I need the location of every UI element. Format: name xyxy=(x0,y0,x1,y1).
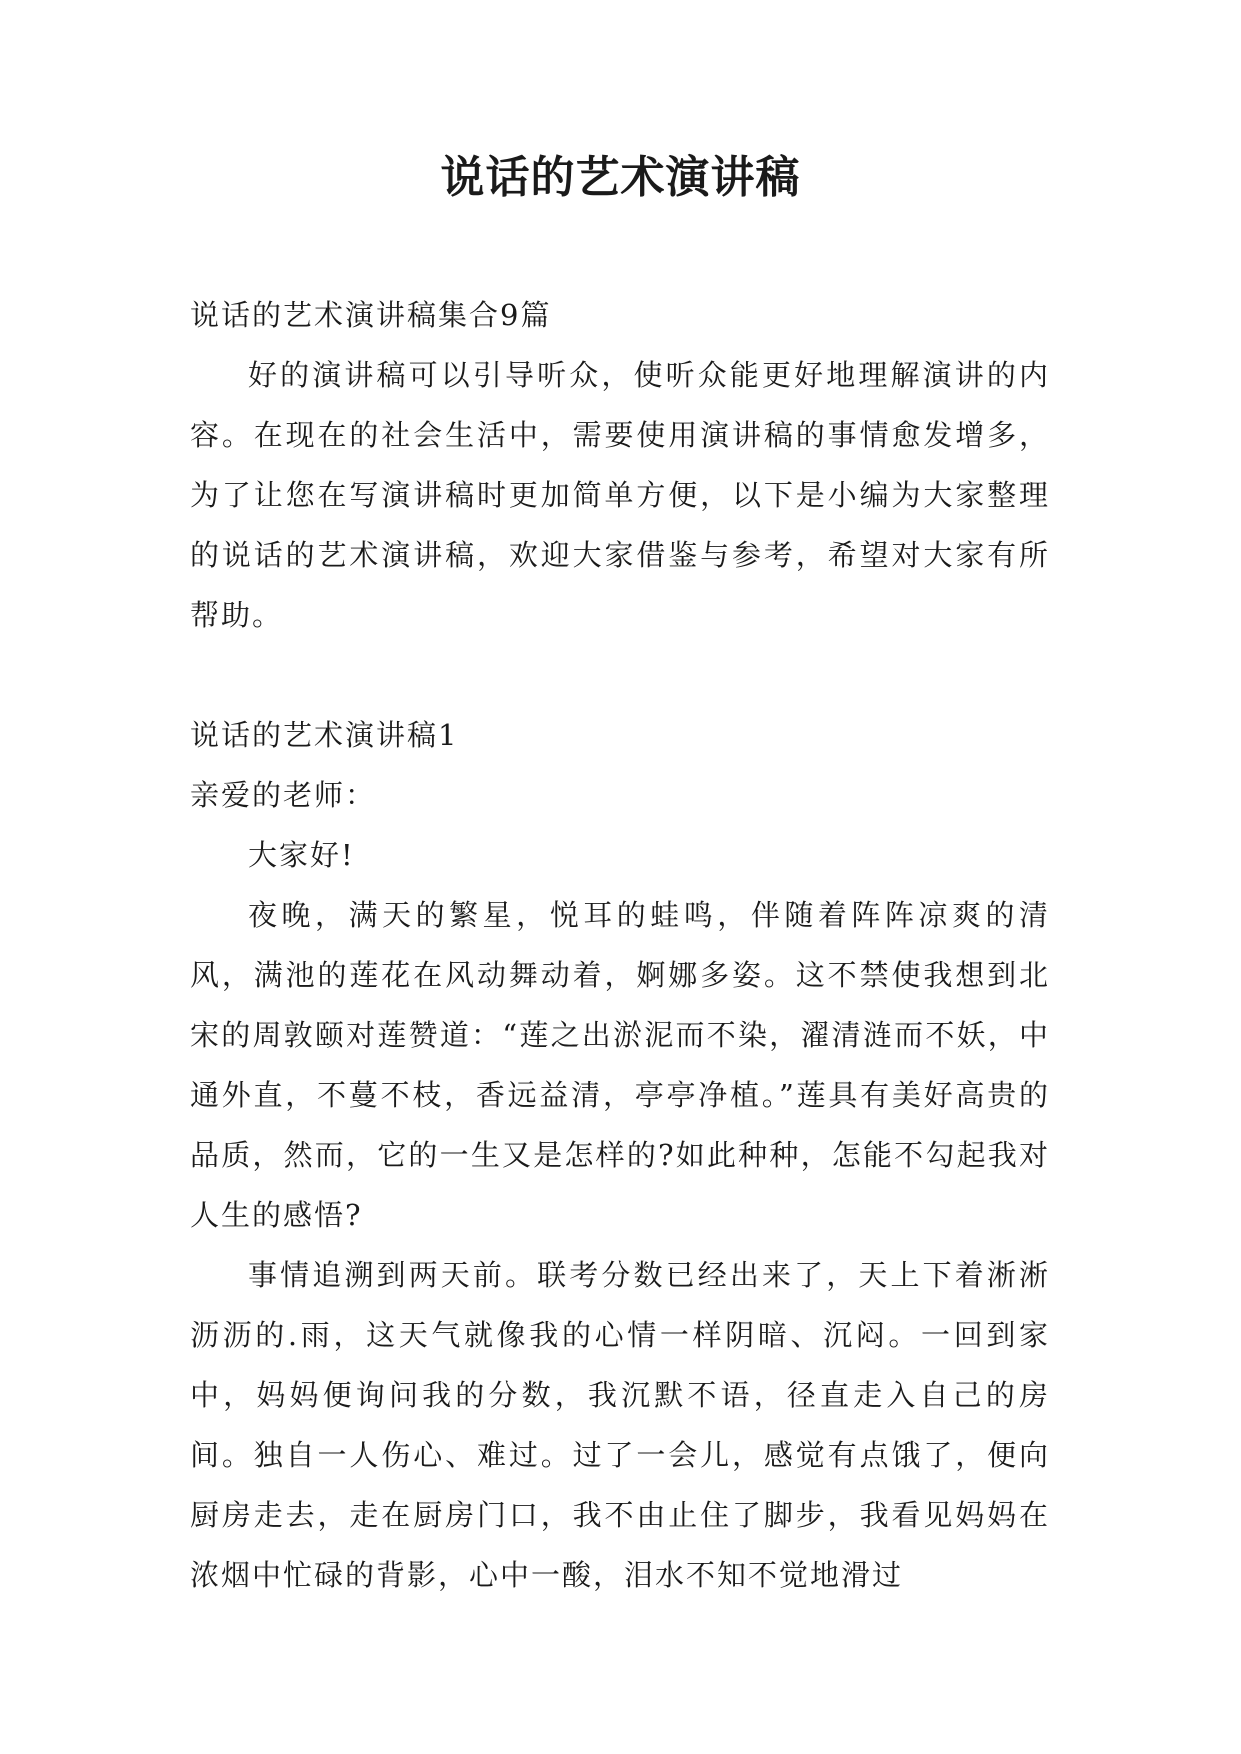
intro-paragraph: 好的演讲稿可以引导听众，使听众能更好地理解演讲的内容。在现在的社会生活中，需要使用演讲稿的事情愈发增多，为了让您在写演讲稿时更加简单方便，以下是小编为大家整理的说话的艺术演讲稿，欢迎大家借鉴与参考，希望对大家有所帮助。 xyxy=(190,358,1050,632)
salutation: 亲爱的老师： xyxy=(190,778,377,812)
section-spacer xyxy=(190,645,1050,705)
document-body xyxy=(190,285,1050,1605)
document-title: 说话的艺术演讲稿 xyxy=(440,152,801,203)
body-paragraph: 夜晚，满天的繁星，悦耳的蛙鸣，伴随着阵阵凉爽的清风，满池的莲花在风动舞动着，婀娜多姿。这不禁使我想到北宋的周敦颐对莲赞道：“莲之出淤泥而不染，濯清涟而不妖，中通外直，不蔓不枝，香远益清，亭亭净植。”莲具有美好高贵的品质，然而，它的一生又是怎样的?如此种种，怎能不勾起我对人生的感悟? xyxy=(190,898,1050,1232)
body-paragraph: 事情追溯到两天前。联考分数已经出来了，天上下着淅淅沥沥的.雨，这天气就像我的心情一样阴暗、沉闷。一回到家中，妈妈便询问我的分数，我沉默不语，径直走入自己的房间。独自一人伤心、难过。过了一会儿，感觉有点饿了，便向厨房走去，走在厨房门口，我不由止住了脚步，我看见妈妈在浓烟中忙碌的背影，心中一酸，泪水不知不觉地滑过 xyxy=(190,1258,1050,1592)
section-heading: 说话的艺术演讲稿1 xyxy=(190,718,459,752)
collection-heading: 说话的艺术演讲稿集合9篇 xyxy=(190,298,552,332)
greeting: 大家好! xyxy=(248,838,355,872)
